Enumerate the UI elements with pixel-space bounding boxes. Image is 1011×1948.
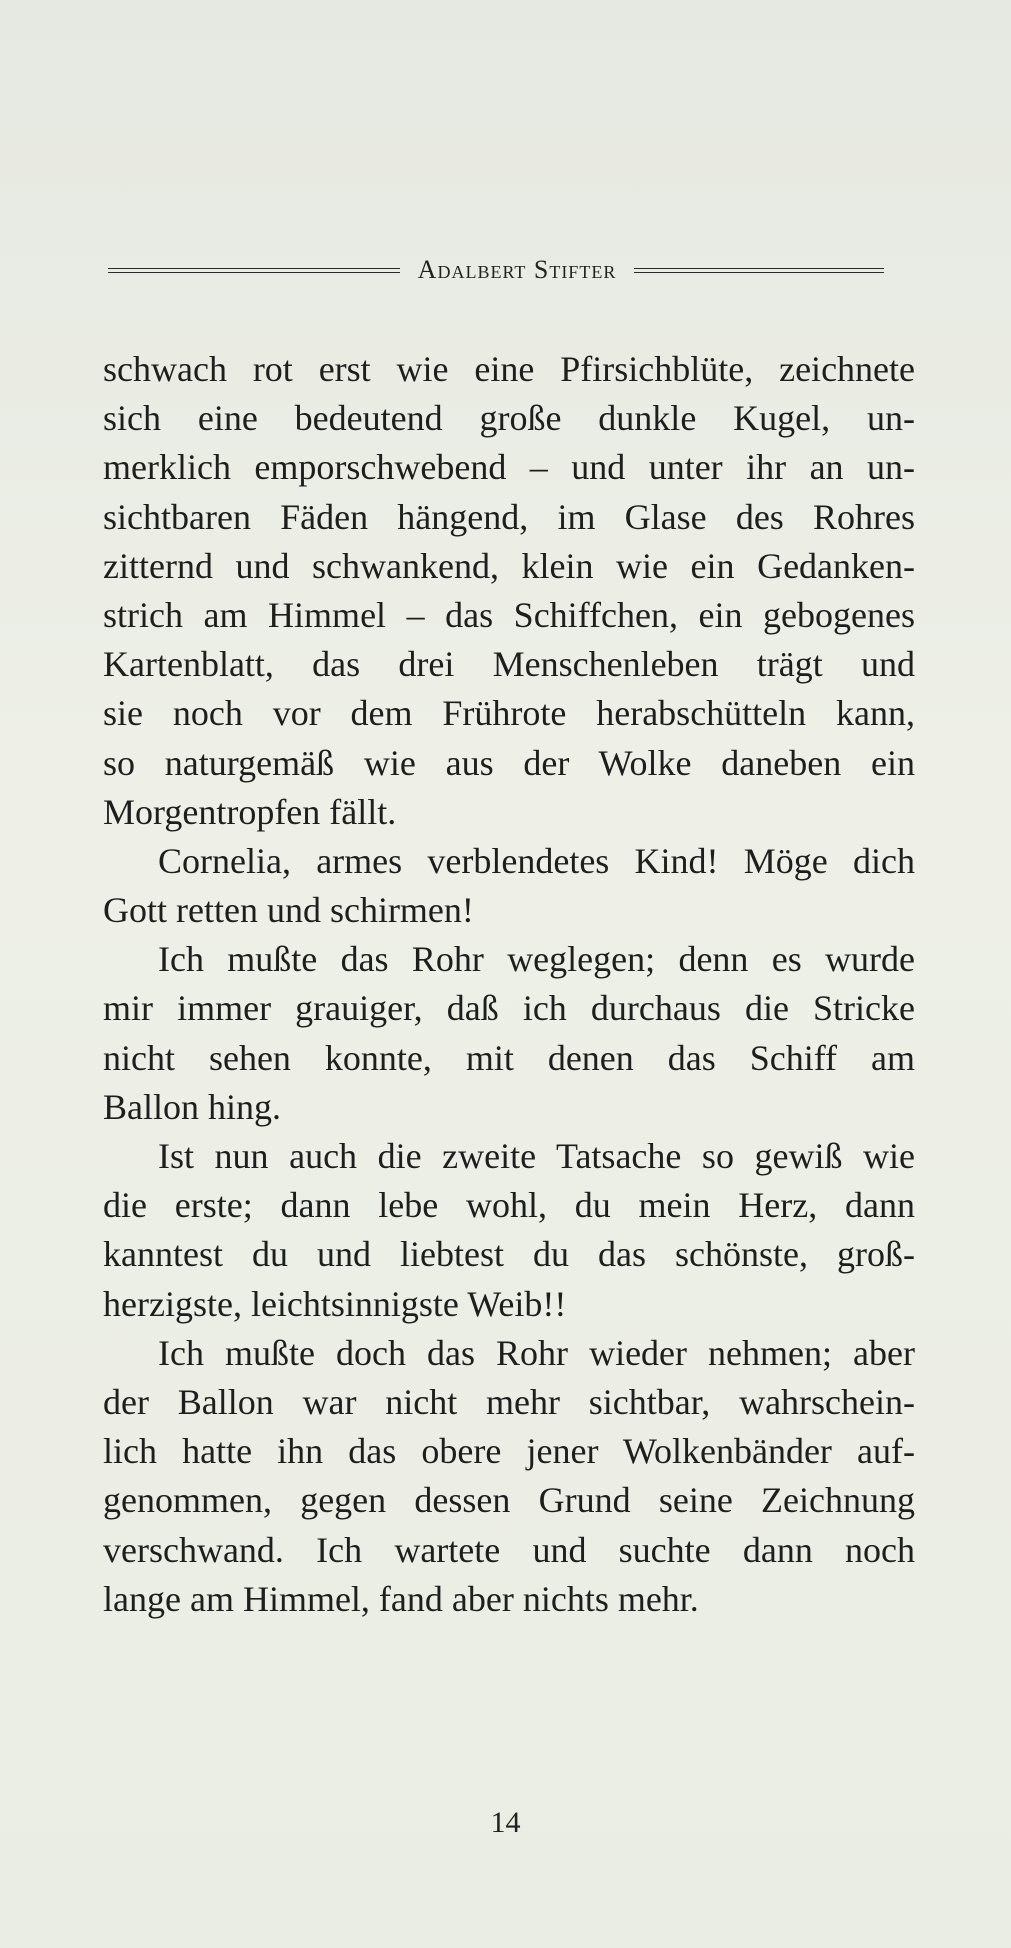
text-line: Ist nun auch die zweite Tatsache so gewiß wie	[158, 1136, 915, 1176]
text-line: verschwand. Ich wartete und suchte dann noch	[103, 1529, 915, 1570]
running-head	[96, 252, 896, 288]
text-line: strich am Himmel – das Schiffchen, ein gebogenes	[103, 594, 915, 635]
text-line: Gott retten und schirmen!	[103, 890, 474, 931]
text-line: der Ballon war nicht mehr sichtbar, wahrschein-	[103, 1381, 915, 1422]
text-line: kanntest du und liebtest du das schönste, groß-	[103, 1234, 915, 1275]
text-line: merklich emporschwebend – und unter ihr an un-	[103, 447, 915, 488]
text-line: Ich mußte doch das Rohr wieder nehmen; aber	[158, 1332, 915, 1373]
text-line: zitternd und schwankend, klein wie ein Gedanken-	[103, 545, 915, 586]
text-line: sie noch vor dem Frührote herabschütteln kann,	[103, 693, 915, 734]
text-line: Cornelia, armes verblendetes Kind! Möge dich	[158, 840, 915, 881]
text-line: Morgentropfen fällt.	[103, 791, 397, 832]
text-line: herzigste, leichtsinnigste Weib!!	[103, 1283, 567, 1324]
text-line: genommen, gegen dessen Grund seine Zeichnung	[103, 1480, 915, 1521]
body-text	[103, 345, 915, 1624]
text-line: lich hatte ihn das obere jener Wolkenbänder auf-	[103, 1431, 915, 1472]
text-line: sich eine bedeutend große dunkle Kugel, un-	[103, 398, 915, 439]
text-line: die erste; dann lebe wohl, du mein Herz, dann	[103, 1185, 915, 1226]
text-line: Ich mußte das Rohr weglegen; denn es wurde	[158, 939, 915, 980]
header-rule-right	[634, 268, 884, 273]
text-line: mir immer grauiger, daß ich durchaus die Stricke	[103, 988, 915, 1029]
text-line: lange am Himmel, fand aber nichts mehr.	[103, 1578, 699, 1619]
page-number: 14	[490, 1806, 521, 1839]
text-line: schwach rot erst wie eine Pfirsichblüte, zeichnete	[103, 349, 915, 389]
header-rule-left	[108, 268, 400, 273]
text-line: Ballon hing.	[103, 1086, 281, 1127]
text-line: Kartenblatt, das drei Menschenleben trägt und	[103, 644, 915, 685]
author-name: Adalbert Stifter	[417, 255, 617, 284]
text-line: so naturgemäß wie aus der Wolke daneben ein	[103, 742, 915, 783]
text-line: nicht sehen konnte, mit denen das Schiff am	[103, 1037, 915, 1078]
text-line: sichtbaren Fäden hängend, im Glase des Rohres	[103, 496, 915, 537]
